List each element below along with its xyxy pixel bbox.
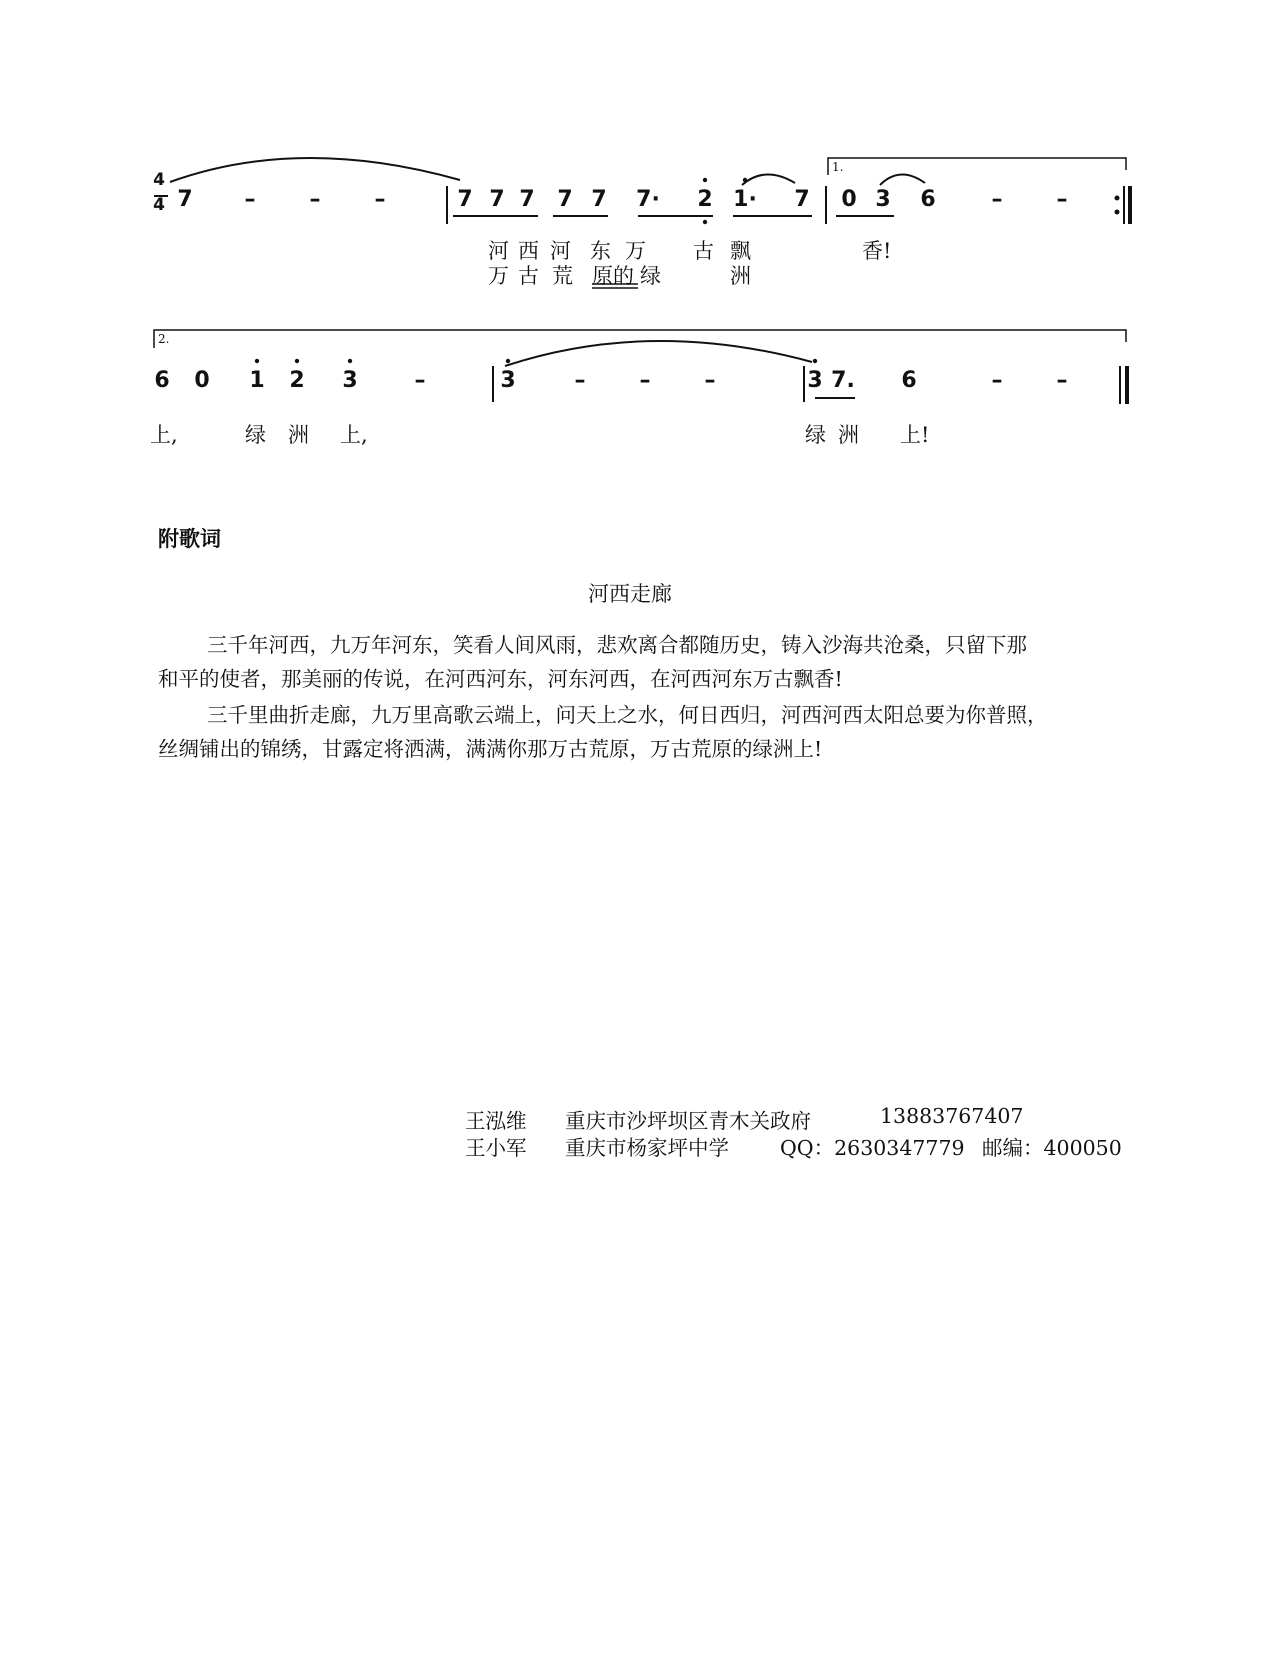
contact-name: 王泓维 bbox=[465, 1109, 527, 1133]
lyric: 上! bbox=[900, 423, 930, 447]
dash: – bbox=[1056, 187, 1068, 212]
note: 1· bbox=[733, 187, 757, 212]
note: 2 bbox=[289, 368, 305, 393]
appendix-heading: 附歌词 bbox=[158, 527, 221, 551]
note: 6 bbox=[901, 368, 917, 393]
lyric: 绿 bbox=[640, 264, 661, 288]
octave-dot bbox=[295, 359, 299, 363]
note: 7. bbox=[831, 368, 855, 393]
contact-address: 重庆市沙坪坝区青木关政府 bbox=[565, 1109, 811, 1133]
lyric: 洲 bbox=[288, 423, 309, 447]
lyric: 原的 bbox=[592, 264, 634, 288]
contact-name: 王小军 bbox=[465, 1136, 527, 1160]
lyric: 洲 bbox=[730, 264, 751, 288]
repeat-dot bbox=[1115, 210, 1120, 215]
dash: – bbox=[704, 368, 716, 393]
lyric: 万 bbox=[625, 239, 646, 263]
lyric: 荒 bbox=[552, 264, 573, 288]
time-signature-top: 4 bbox=[153, 170, 165, 190]
dash: – bbox=[244, 187, 256, 212]
octave-dot-low bbox=[703, 220, 707, 224]
lyrics-line: 和平的使者，那美丽的传说，在河西河东，河东河西，在河西河东万古飘香! bbox=[158, 667, 843, 691]
note: 3 bbox=[342, 368, 358, 393]
note: 2 bbox=[697, 187, 713, 212]
note: 6 bbox=[920, 187, 936, 212]
dash: – bbox=[309, 187, 321, 212]
lyric: 东 bbox=[590, 239, 611, 263]
note: 3 bbox=[500, 368, 516, 393]
lyric: 古 bbox=[693, 239, 714, 263]
song-title: 河西走廊 bbox=[588, 582, 672, 606]
lyric: 洲 bbox=[838, 423, 859, 447]
lyric: 上, bbox=[150, 423, 178, 447]
dash: – bbox=[574, 368, 586, 393]
lyrics-line: 三千年河西，九万年河东，笑看人间风雨，悲欢离合都随历史，铸入沙海共沧桑，只留下那 bbox=[207, 633, 1027, 657]
lyric: 香! bbox=[862, 239, 892, 263]
dash: – bbox=[374, 187, 386, 212]
dash: – bbox=[1056, 368, 1068, 393]
note: 7 bbox=[557, 187, 573, 212]
note: 7· bbox=[636, 187, 660, 212]
dash: – bbox=[991, 368, 1003, 393]
lyric: 万 bbox=[488, 264, 509, 288]
tie-line1-a bbox=[170, 158, 460, 182]
time-signature-bottom: 4 bbox=[153, 195, 165, 215]
dash: – bbox=[639, 368, 651, 393]
contact-address: 重庆市杨家坪中学 bbox=[565, 1136, 729, 1160]
lyric: 绿 bbox=[805, 423, 826, 447]
lyrics-line: 丝绸铺出的锦绣，甘露定将洒满，满满你那万古荒原，万古荒原的绿洲上! bbox=[158, 737, 823, 761]
volta-2-bracket bbox=[154, 330, 1126, 348]
lyric: 河 bbox=[550, 239, 571, 263]
contact-phone: 13883767407 bbox=[880, 1104, 1024, 1128]
note: 1 bbox=[249, 368, 265, 393]
volta-2-label: 2. bbox=[158, 332, 170, 346]
slur-line1-b bbox=[742, 174, 795, 185]
tie-line2 bbox=[505, 341, 812, 366]
note: 7 bbox=[591, 187, 607, 212]
lyrics-line: 三千里曲折走廊，九万里高歌云端上，问天上之水，何日西归，河西河西太阳总要为你普照， bbox=[207, 703, 1048, 727]
lyric: 古 bbox=[518, 264, 539, 288]
slur-line1-c bbox=[880, 174, 925, 185]
lyric: 绿 bbox=[245, 423, 266, 447]
repeat-dot bbox=[1115, 196, 1120, 201]
volta-1-bracket bbox=[828, 158, 1126, 175]
contact-postcode: 邮编：400050 bbox=[982, 1136, 1122, 1160]
octave-dot bbox=[255, 359, 259, 363]
octave-dot bbox=[506, 359, 510, 363]
octave-dot bbox=[348, 359, 352, 363]
note: 3 bbox=[807, 368, 823, 393]
note: 0 bbox=[841, 187, 857, 212]
lyric: 飘 bbox=[730, 239, 751, 263]
octave-dot bbox=[743, 178, 747, 182]
lyric: 上, bbox=[340, 423, 368, 447]
note: 7 bbox=[177, 187, 193, 212]
octave-dot bbox=[703, 178, 707, 182]
lyric: 西 bbox=[518, 239, 539, 263]
octave-dot bbox=[813, 359, 817, 363]
note: 7 bbox=[489, 187, 505, 212]
note: 7 bbox=[457, 187, 473, 212]
contact-qq: QQ：2630347779 bbox=[780, 1136, 965, 1160]
note: 7 bbox=[794, 187, 810, 212]
dash: – bbox=[414, 368, 426, 393]
note: 7 bbox=[519, 187, 535, 212]
volta-1-label: 1. bbox=[832, 160, 844, 174]
note: 0 bbox=[194, 368, 210, 393]
dash: – bbox=[991, 187, 1003, 212]
note: 3 bbox=[875, 187, 891, 212]
lyric: 河 bbox=[488, 239, 509, 263]
note: 6 bbox=[154, 368, 170, 393]
